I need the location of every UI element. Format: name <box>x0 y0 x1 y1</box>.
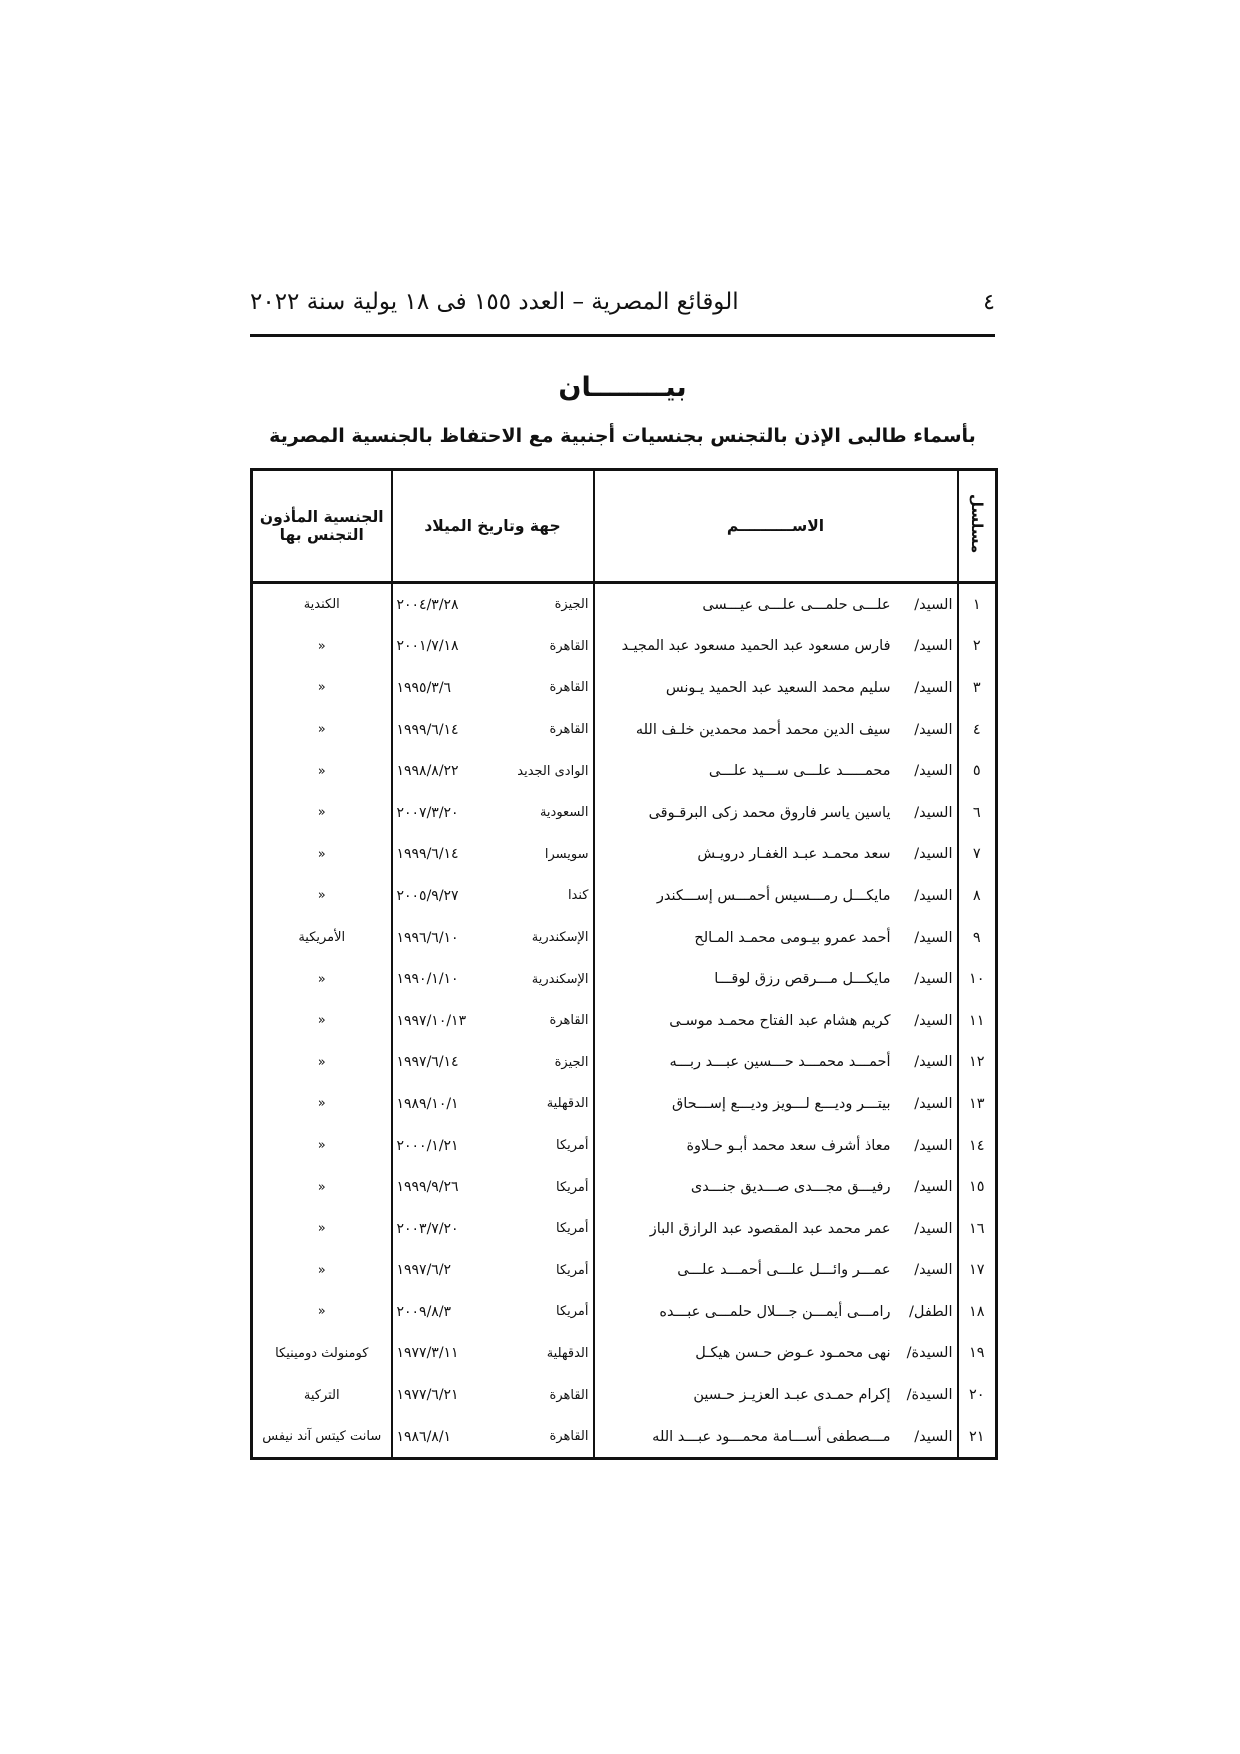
birth-date: ١٩٩٩/٦/١٤ <box>396 846 459 863</box>
birth-cell <box>392 709 594 751</box>
birth-date: ١٩٩٧/١٠/١٣ <box>396 1012 467 1029</box>
serial-cell: ٢٠ <box>958 1374 997 1416</box>
name-cell <box>594 1042 958 1084</box>
name-cell <box>594 1000 958 1042</box>
birth-place: القاهرة <box>549 1429 589 1445</box>
name-cell <box>594 834 958 876</box>
applicant-name: محمـــــد علـــى ســـيد علـــى <box>708 763 891 780</box>
name-cell <box>594 958 958 1000</box>
applicant-name: سيف الدين محمد أحمد محمدين خلـف الله <box>635 721 891 738</box>
table-row <box>252 1250 997 1292</box>
nationality-cell: « <box>317 638 326 654</box>
nationality-cell: « <box>317 846 326 862</box>
birth-date: ٢٠٠٣/٧/٢٠ <box>396 1220 459 1237</box>
table-row <box>252 667 997 709</box>
birth-column-header: جهة وتاريخ الميلاد <box>392 470 594 583</box>
applicant-name: سعد محمـد عبـد الغفـار درويـش <box>697 846 891 863</box>
nationality-cell: « <box>317 1179 326 1195</box>
applicant-name: عمـــر وائـــل علـــى أحمـــد علـــى <box>677 1262 891 1279</box>
birth-cell <box>392 1125 594 1167</box>
birth-date: ٢٠٠٧/٣/٢٠ <box>396 804 459 821</box>
birth-place: الإسكندرية <box>531 971 589 987</box>
honorific: السيد/ <box>914 804 953 821</box>
page-number: ٤ <box>983 289 995 315</box>
table-header-row <box>252 470 997 583</box>
applicant-name: فارس مسعود عبد الحميد مسعود عبد المجيـد <box>621 638 891 655</box>
honorific: السيد/ <box>914 679 953 696</box>
birth-place: القاهرة <box>549 1013 589 1029</box>
applicant-name: معاذ أشرف سعد محمد أبـو حـلاوة <box>686 1137 891 1154</box>
birth-cell <box>392 875 594 917</box>
birth-cell <box>392 1083 594 1125</box>
serial-cell: ١٦ <box>958 1208 997 1250</box>
birth-date: ١٩٩٠/١/١٠ <box>396 971 459 988</box>
birth-place: القاهرة <box>549 638 589 654</box>
name-cell <box>594 1250 958 1292</box>
applicant-name: مايكـــل مـــرقص رزق لوقـــا <box>714 971 891 988</box>
name-cell <box>594 1374 958 1416</box>
birth-place: الإسكندرية <box>531 930 589 946</box>
birth-cell <box>392 1250 594 1292</box>
table-row <box>252 875 997 917</box>
name-cell <box>594 1166 958 1208</box>
honorific: السيد/ <box>914 1095 953 1112</box>
serial-cell: ٨ <box>958 875 997 917</box>
nationality-cell: « <box>317 1138 326 1154</box>
nationality-cell: الأمريكية <box>298 930 346 946</box>
birth-place: سويسرا <box>544 846 589 862</box>
table-row <box>252 1374 997 1416</box>
honorific: الطفل/ <box>908 1303 953 1320</box>
nationality-cell: « <box>317 1096 326 1112</box>
table-row <box>252 1333 997 1375</box>
table-row <box>252 1291 997 1333</box>
birth-place: أمريكا <box>555 1304 589 1320</box>
name-cell <box>594 583 958 626</box>
birth-place: أمريكا <box>555 1221 589 1237</box>
page-header <box>250 282 995 322</box>
birth-place: الوادى الجديد <box>517 763 589 779</box>
birth-cell <box>392 792 594 834</box>
birth-place: كندا <box>567 888 589 904</box>
birth-place: أمريكا <box>555 1262 589 1278</box>
honorific: السيد/ <box>914 1137 953 1154</box>
honorific: السيد/ <box>914 763 953 780</box>
birth-date: ١٩٧٧/٣/١١ <box>396 1345 459 1362</box>
table-row <box>252 1416 997 1459</box>
birth-cell <box>392 958 594 1000</box>
applicant-name: عمر محمد عبد المقصود عبد الرازق الباز <box>649 1220 891 1237</box>
serial-cell: ١٠ <box>958 958 997 1000</box>
serial-column-header: مسلسل <box>958 470 997 583</box>
name-cell <box>594 917 958 959</box>
birth-date: ١٩٨٩/١٠/١ <box>396 1095 459 1112</box>
serial-cell: ١٩ <box>958 1333 997 1375</box>
serial-cell: ١ <box>958 583 997 626</box>
birth-date: ١٩٩٥/٣/٦ <box>396 679 452 696</box>
document-subtitle: بأسماء طالبى الإذن بالتجنس بجنسيات أجنبية مع الاحتفاظ بالجنسية المصرية <box>269 425 976 447</box>
serial-cell: ٥ <box>958 750 997 792</box>
honorific: السيد/ <box>914 638 953 655</box>
table-row <box>252 1125 997 1167</box>
name-cell <box>594 1083 958 1125</box>
birth-date: ٢٠٠٥/٩/٢٧ <box>396 887 459 904</box>
name-cell <box>594 1416 958 1459</box>
applicant-name: نهى محمـود عـوض حـسن هيكـل <box>695 1345 891 1362</box>
table-row <box>252 792 997 834</box>
birth-place: السعودية <box>539 805 589 821</box>
name-cell <box>594 750 958 792</box>
applicant-name: رفيـــق مجـــدى صـــديق جنـــدى <box>690 1179 891 1196</box>
serial-cell: ٣ <box>958 667 997 709</box>
honorific: السيد/ <box>914 1179 953 1196</box>
birth-date: ١٩٨٦/٨/١ <box>396 1428 452 1445</box>
nationality-cell: « <box>317 1013 326 1029</box>
nationality-cell: « <box>317 763 326 779</box>
birth-date: ٢٠٠١/٧/١٨ <box>396 638 459 655</box>
honorific: السيد/ <box>914 1428 953 1445</box>
header-rule <box>250 334 995 337</box>
nationality-cell: كومنولث دومينيكا <box>275 1345 369 1361</box>
name-column-header: الاســــــــــم <box>594 470 958 583</box>
nationality-cell: سانت كيتس آند نيفس <box>262 1429 382 1445</box>
name-cell <box>594 709 958 751</box>
name-cell <box>594 1208 958 1250</box>
birth-cell <box>392 750 594 792</box>
birth-cell <box>392 583 594 626</box>
serial-cell: ٢ <box>958 626 997 668</box>
name-cell <box>594 1333 958 1375</box>
table-row <box>252 583 997 626</box>
birth-cell <box>392 1374 594 1416</box>
table-row <box>252 917 997 959</box>
serial-cell: ١٥ <box>958 1166 997 1208</box>
name-cell <box>594 875 958 917</box>
birth-cell <box>392 917 594 959</box>
honorific: السيد/ <box>914 1054 953 1071</box>
table-row <box>252 958 997 1000</box>
applicant-name: ياسين ياسر فاروق محمد زكى البرقـوقى <box>648 804 891 821</box>
honorific: السيد/ <box>914 721 953 738</box>
birth-cell <box>392 626 594 668</box>
birth-cell <box>392 1042 594 1084</box>
serial-cell: ١٢ <box>958 1042 997 1084</box>
applicant-name: مايكـــل رمـــسيس أحمـــس إســـكندر <box>656 887 891 904</box>
honorific: السيد/ <box>914 1012 953 1029</box>
table-row <box>252 709 997 751</box>
birth-cell <box>392 1333 594 1375</box>
birth-place: الجيزة <box>554 1054 589 1070</box>
nationality-cell: « <box>317 888 326 904</box>
serial-cell: ٩ <box>958 917 997 959</box>
nationality-cell: « <box>317 805 326 821</box>
applicant-name: رامـــى أيمـــن جـــلال حلمـــى عبـــده <box>659 1303 891 1320</box>
serial-cell: ١٧ <box>958 1250 997 1292</box>
birth-date: ١٩٩٩/٦/١٤ <box>396 721 459 738</box>
birth-place: القاهرة <box>549 680 589 696</box>
birth-date: ٢٠٠٠/١/٢١ <box>396 1137 459 1154</box>
applicant-name: كريم هشام عبد الفتاح محمـد موسـى <box>669 1012 891 1029</box>
birth-place: الجيزة <box>554 597 589 613</box>
applicant-name: مـــصطفى أســـامة محمـــود عبـــد الله <box>652 1428 891 1445</box>
applicant-name: سليم محمد السعيد عبد الحميد يـونس <box>665 679 891 696</box>
applicants-table <box>250 468 998 1460</box>
name-cell <box>594 626 958 668</box>
birth-place: الدقهلية <box>546 1096 589 1112</box>
honorific: السيد/ <box>914 971 953 988</box>
birth-date: ١٩٩٧/٦/١٤ <box>396 1054 459 1071</box>
applicant-name: إكرام حمـدى عبـد العزيـز حـسين <box>693 1387 891 1404</box>
nationality-cell: الكندية <box>303 597 340 613</box>
table-row <box>252 1166 997 1208</box>
serial-cell: ٢١ <box>958 1416 997 1459</box>
name-cell <box>594 1291 958 1333</box>
birth-place: أمريكا <box>555 1179 589 1195</box>
birth-cell <box>392 1208 594 1250</box>
nationality-cell: « <box>317 1262 326 1278</box>
applicant-name: علـــى حلمـــى علـــى عيـــسى <box>702 596 891 613</box>
table-row <box>252 1208 997 1250</box>
nationality-cell: « <box>317 971 326 987</box>
honorific: السيدة/ <box>906 1345 953 1362</box>
birth-place: القاهرة <box>549 1387 589 1403</box>
birth-date: ٢٠٠٩/٨/٣ <box>396 1303 452 1320</box>
serial-cell: ١٨ <box>958 1291 997 1333</box>
nationality-cell: « <box>317 680 326 696</box>
document-title: بيــــــــان <box>558 372 687 403</box>
table-row <box>252 1083 997 1125</box>
serial-cell: ١١ <box>958 1000 997 1042</box>
name-cell <box>594 667 958 709</box>
name-cell <box>594 1125 958 1167</box>
publication-title: الوقائع المصرية – العدد ١٥٥ فى ١٨ يولية سنة ٢٠٢٢ <box>250 289 739 315</box>
honorific: السيدة/ <box>906 1387 953 1404</box>
serial-cell: ٧ <box>958 834 997 876</box>
table-body <box>252 583 997 1459</box>
birth-cell <box>392 667 594 709</box>
birth-date: ١٩٩٧/٦/٢ <box>396 1262 452 1279</box>
applicant-name: أحمد عمرو بيـومى محمـد المـالح <box>694 929 891 946</box>
honorific: السيد/ <box>914 887 953 904</box>
birth-cell <box>392 834 594 876</box>
birth-cell <box>392 1291 594 1333</box>
table-row <box>252 1000 997 1042</box>
birth-date: ١٩٩٨/٨/٢٢ <box>396 763 459 780</box>
honorific: السيد/ <box>914 846 953 863</box>
honorific: السيد/ <box>914 1262 953 1279</box>
nationality-cell: « <box>317 1221 326 1237</box>
birth-cell <box>392 1416 594 1459</box>
serial-cell: ١٣ <box>958 1083 997 1125</box>
table-row <box>252 834 997 876</box>
table-row <box>252 750 997 792</box>
birth-date: ١٩٧٧/٦/٢١ <box>396 1387 459 1404</box>
serial-cell: ٤ <box>958 709 997 751</box>
applicant-name: أحمـــد محمـــد حـــسين عبـــد ربـــه <box>669 1054 891 1071</box>
nationality-cell: التركية <box>303 1387 340 1403</box>
birth-place: الدقهلية <box>546 1345 589 1361</box>
birth-place: أمريكا <box>555 1138 589 1154</box>
honorific: السيد/ <box>914 1220 953 1237</box>
table-row <box>252 626 997 668</box>
birth-cell <box>392 1000 594 1042</box>
applicant-name: بيتـــر وديـــع لـــويز وديـــع إســـحاق <box>671 1095 891 1112</box>
nationality-column-header: الجنسية المأذون التجنس بها <box>252 470 392 583</box>
birth-date: ٢٠٠٤/٣/٢٨ <box>396 596 459 613</box>
birth-date: ١٩٩٦/٦/١٠ <box>396 929 459 946</box>
serial-cell: ٦ <box>958 792 997 834</box>
birth-place: القاهرة <box>549 722 589 738</box>
honorific: السيد/ <box>914 596 953 613</box>
birth-date: ١٩٩٩/٩/٢٦ <box>396 1179 459 1196</box>
nationality-cell: « <box>317 1304 326 1320</box>
birth-cell <box>392 1166 594 1208</box>
honorific: السيد/ <box>914 929 953 946</box>
table-row <box>252 1042 997 1084</box>
serial-cell: ١٤ <box>958 1125 997 1167</box>
nationality-cell: « <box>317 1054 326 1070</box>
nationality-cell: « <box>317 722 326 738</box>
name-cell <box>594 792 958 834</box>
